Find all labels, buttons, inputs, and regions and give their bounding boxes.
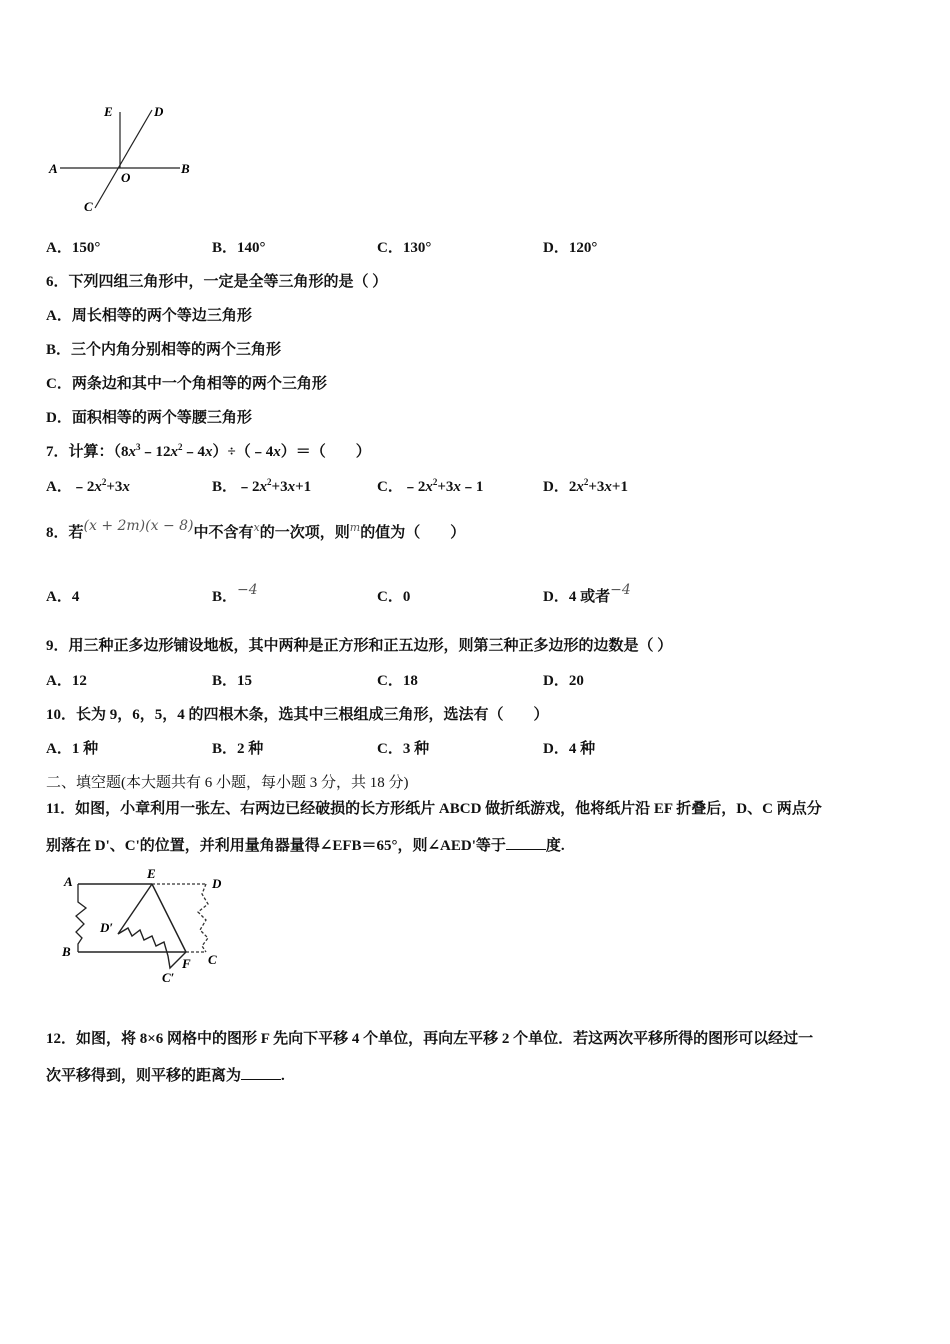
label-d-prime: D′ xyxy=(100,920,114,935)
q8-option-d: D．4 或者−4 xyxy=(543,582,631,605)
q8-option-c: C．0 xyxy=(377,589,411,605)
label-b: B xyxy=(62,944,71,959)
right-torn-edge-dashed xyxy=(198,884,208,952)
label-c: C xyxy=(208,952,217,967)
q7-option-a: A．$﹣2x^2+3x$ xyxy=(46,477,130,495)
q8-option-b: B．−4 xyxy=(212,582,258,605)
label-o: O xyxy=(121,170,131,185)
q8-option-a: A．4 xyxy=(46,589,80,605)
q8-expression: (x + 2m)(x − 8) xyxy=(83,518,194,534)
q6-option-d: D．面积相等的两个等腰三角形 xyxy=(46,410,252,426)
q5-option-a: A．150° xyxy=(46,240,101,256)
q11-line1: 11．如图，小章利用一张左、右两边已经破损的长方形纸片 ABCD 做折纸游戏，他将纸片沿 EF 折叠后，D、C 两点分 xyxy=(46,801,822,817)
q8-stem: 8．若(x + 2m)(x − 8)中不含有$^x$的一次项，则$^m$的值为（ ） xyxy=(46,518,466,541)
q9-option-c: C．18 xyxy=(377,673,418,689)
q7-option-c: C．$﹣2x^2+3x﹣1$ xyxy=(377,477,484,495)
q7-option-d: D．$2x^2+3x+1$ xyxy=(543,477,628,495)
q6-option-b: B．三个内角分别相等的两个三角形 xyxy=(46,342,282,358)
label-d: D xyxy=(212,876,222,891)
q12-line1: 12．如图，将 8×6 网格中的图形 F 先向下平移 4 个单位，再向左平移 2 个单位．若这两次平移所得的图形可以经过一 xyxy=(46,1031,814,1047)
folded-flap xyxy=(118,884,186,968)
q10-option-b: B．2 种 xyxy=(212,741,264,757)
q5-option-d: D．120° xyxy=(543,240,598,256)
q7-option-b: B．$﹣2x^2+3x+1$ xyxy=(212,477,312,495)
q11-fold-figure xyxy=(56,864,236,990)
label-a: A xyxy=(49,161,58,176)
q12-answer-blank xyxy=(241,1065,281,1080)
q10-option-c: C．3 种 xyxy=(377,741,430,757)
q6-option-a: A．周长相等的两个等边三角形 xyxy=(46,308,252,324)
q9-stem: 9．用三种正多边形铺设地板，其中两种是正方形和正五边形，则第三种正多边形的边数是（ ） xyxy=(46,638,673,654)
q7-stem: 7．计算：$(8x^3﹣12x^2﹣4x)\div(﹣4x)=$（ ） xyxy=(46,442,371,460)
q9-option-d: D．20 xyxy=(543,673,584,689)
fold-line-ef xyxy=(152,884,186,952)
section-title: 二、填空题(本大题共有 6 小题，每小题 3 分，共 18 分) xyxy=(46,775,409,791)
q10-stem: 10．长为 9，6，5，4 的四根木条，选其中三根组成三角形，选法有（ ） xyxy=(46,707,549,723)
label-b: B xyxy=(181,161,190,176)
q9-option-b: B．15 xyxy=(212,673,253,689)
q6-option-c: C．两条边和其中一个角相等的两个三角形 xyxy=(46,376,327,392)
label-d: D xyxy=(154,104,164,119)
left-torn-edge xyxy=(76,884,86,952)
label-f: F xyxy=(182,956,191,971)
q11-answer-blank xyxy=(506,835,546,850)
label-a: A xyxy=(64,874,73,889)
q5-option-b: B．140° xyxy=(212,240,266,256)
label-e: E xyxy=(104,104,113,119)
q5-option-c: C．130° xyxy=(377,240,432,256)
label-e: E xyxy=(147,866,156,881)
q10-option-a: A．1 种 xyxy=(46,741,99,757)
label-c: C xyxy=(84,199,93,214)
q12-line2: 次平移得到，则平移的距离为 . xyxy=(46,1064,285,1085)
q6-stem: 6．下列四组三角形中，一定是全等三角形的是（ ） xyxy=(46,274,388,290)
q5-angle-figure xyxy=(44,98,204,218)
q11-line2: 别落在 D'、C'的位置，并利用量角器量得∠EFB＝65°，则∠AED'等于 度. xyxy=(46,834,565,855)
label-c-prime: C′ xyxy=(162,970,175,985)
q9-option-a: A．12 xyxy=(46,673,87,689)
line-cd xyxy=(95,110,152,208)
q10-option-d: D．4 种 xyxy=(543,741,596,757)
